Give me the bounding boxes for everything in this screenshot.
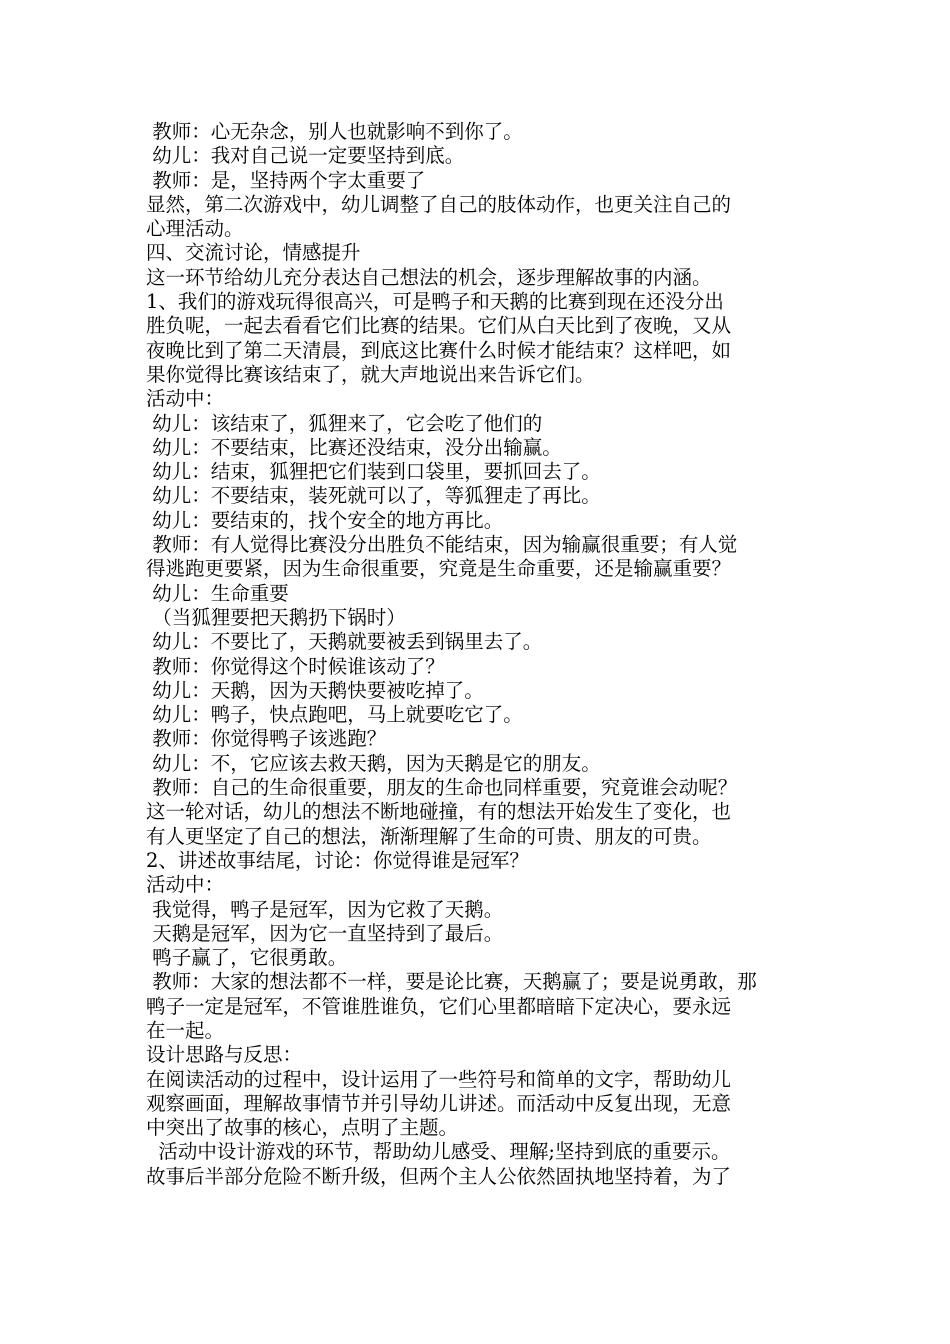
text-line: 有人更坚定了自己的想法，渐渐理解了生命的可贵、朋友的可贵。 bbox=[146, 824, 712, 848]
text-line: 2、讲述故事结尾，讨论：你觉得谁是冠军？ bbox=[146, 848, 529, 872]
text-line: 得逃跑更要紧，因为生命很重要，究竟是生命重要，还是输赢重要？ bbox=[146, 557, 732, 581]
text-line: 幼儿：结束，狐狸把它们装到口袋里，要抓回去了。 bbox=[146, 460, 601, 484]
text-line: 教师：有人觉得比赛没分出胜负不能结束，因为输赢很重要；有人觉 bbox=[146, 533, 738, 557]
text-line: 在一起。 bbox=[146, 1018, 225, 1042]
text-line: 鸭子一定是冠军，不管谁胜谁负，它们心里都暗暗下定决心，要永远 bbox=[146, 994, 732, 1018]
text-line: 幼儿：不要比了，天鹅就要被丢到锅里去了。 bbox=[146, 630, 543, 654]
text-line: 活动中设计游戏的环节，帮助幼儿感受、理解;坚持到底的重要示。 bbox=[146, 1140, 731, 1164]
text-line: 教师：你觉得鸭子该逃跑？ bbox=[146, 727, 387, 751]
text-line: 幼儿：鸭子，快点跑吧，马上就要吃它了。 bbox=[146, 703, 523, 727]
text-line: 幼儿：天鹅，因为天鹅快要被吃掉了。 bbox=[146, 678, 484, 702]
text-line: 心理活动。 bbox=[146, 217, 244, 241]
text-line: 幼儿：不要结束，装死就可以了，等狐狸走了再比。 bbox=[146, 484, 601, 508]
text-line: （当狐狸要把天鹅扔下锅时） bbox=[146, 605, 406, 629]
text-line: 1、我们的游戏玩得很高兴，可是鸭子和天鹅的比赛到现在还没分出 bbox=[146, 290, 724, 314]
text-line: 设计思路与反思： bbox=[146, 1043, 303, 1067]
text-line: 夜晚比到了第二天清晨，到底这比赛什么时候才能结束？这样吧，如 bbox=[146, 338, 732, 362]
text-line: 故事后半部分危险不断升级，但两个主人公依然固执地坚持着，为了 bbox=[146, 1164, 732, 1188]
text-line: 教师：你觉得这个时候谁该动了？ bbox=[146, 654, 445, 678]
text-line: 幼儿：不，它应该去救天鹅，因为天鹅是它的朋友。 bbox=[146, 751, 601, 775]
text-line: 观察画面，理解故事情节并引导幼儿讲述。而活动中反复出现，无意 bbox=[146, 1091, 732, 1115]
text-line: 活动中： bbox=[146, 387, 225, 411]
text-line: 鸭子赢了，它很勇敢。 bbox=[146, 946, 348, 970]
text-line: 教师：大家的想法都不一样，要是论比赛，天鹅赢了；要是说勇敢，那 bbox=[146, 970, 757, 994]
text-line: 胜负呢，一起去看看它们比赛的结果。它们从白天比到了夜晚，又从 bbox=[146, 314, 732, 338]
text-line: 教师：心无杂念，别人也就影响不到你了。 bbox=[146, 120, 523, 143]
text-line: 果你觉得比赛该结束了，就大声地说出来告诉它们。 bbox=[146, 362, 595, 386]
text-line: 幼儿：该结束了，狐狸来了，它会吃了他们的 bbox=[146, 411, 543, 435]
text-line: 我觉得，鸭子是冠军，因为它救了天鹅。 bbox=[146, 897, 504, 921]
text-line: 这一环节给幼儿充分表达自己想法的机会，逐步理解故事的内涵。 bbox=[146, 265, 712, 289]
text-line: 中突出了故事的核心，点明了主题。 bbox=[146, 1116, 459, 1140]
text-line: 幼儿：生命重要 bbox=[146, 581, 289, 605]
text-line: 教师：是，坚持两个字太重要了 bbox=[146, 168, 426, 192]
text-line: 幼儿：不要结束，比赛还没结束，没分出输赢。 bbox=[146, 435, 562, 459]
document-page bbox=[146, 120, 810, 1189]
text-line: 这一轮对话，幼儿的想法不断地碰撞，有的想法开始发生了变化，也 bbox=[146, 800, 732, 824]
text-line: 幼儿：要结束的，找个安全的地方再比。 bbox=[146, 508, 504, 532]
text-line: 教师：自己的生命很重要，朋友的生命也同样重要，究竟谁会动呢？ bbox=[146, 776, 738, 800]
text-line: 活动中： bbox=[146, 873, 225, 897]
text-line: 显然，第二次游戏中，幼儿调整了自己的肢体动作，也更关注自己的 bbox=[146, 192, 732, 216]
text-line: 幼儿：我对自己说一定要坚持到底。 bbox=[146, 144, 465, 168]
text-line: 天鹅是冠军，因为它一直坚持到了最后。 bbox=[146, 921, 504, 945]
text-line: 在阅读活动的过程中，设计运用了一些符号和简单的文字，帮助幼儿 bbox=[146, 1067, 732, 1091]
text-line: 四、交流讨论，情感提升 bbox=[146, 241, 361, 265]
